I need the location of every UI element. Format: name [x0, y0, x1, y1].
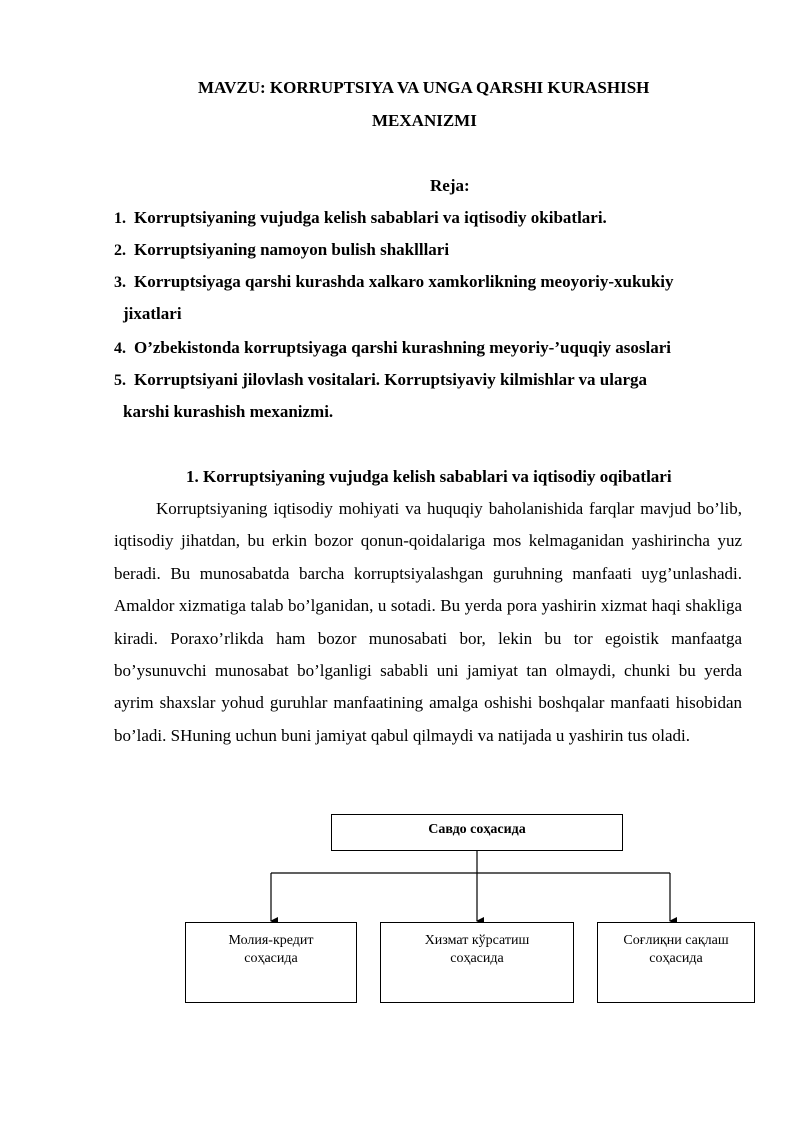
plan-item-number: 4. — [114, 340, 126, 357]
diagram-box-healthcare — [597, 922, 755, 1003]
plan-item-continuation: jixatlari — [123, 304, 182, 323]
plan-item-number: 3. — [114, 274, 126, 291]
plan-item-text: Korruptsiyaga qarshi kurashda xalkaro xamkorlikning meoyoriy-xukukiy — [134, 272, 674, 291]
diagram-box-label: соҳасида — [649, 951, 703, 966]
plan-heading: Reja: — [430, 176, 470, 195]
diagram-box-label: Савдо соҳасида — [428, 822, 526, 837]
document-title-line-1: MAVZU: KORRUPTSIYA VA UNGA QARSHI KURASHISH — [198, 78, 650, 97]
plan-item-number: 2. — [114, 242, 126, 259]
diagram-box-label: Соғлиқни сақлаш — [623, 933, 729, 948]
section-heading: 1. Korruptsiyaning vujudga kelish sabablari va iqtisodiy oqibatlari — [186, 467, 672, 486]
diagram-box-finance — [185, 922, 357, 1003]
document-title-line-2: MEXANIZMI — [372, 111, 477, 130]
plan-item-number: 5. — [114, 372, 126, 389]
diagram-box-services — [380, 922, 574, 1003]
plan-item-text: O’zbekistonda korruptsiyaga qarshi kurashning meyoriy-’uquqiy asoslari — [134, 338, 672, 357]
diagram-box-label: соҳасида — [450, 951, 504, 966]
body-paragraph: Korruptsiyaning iqtisodiy mohiyati va huquqiy baholanishida farqlar mavjud bo’lib, iqtisodiy jihatdan, bu erkin bozor qonun-qoidalariga mos kelmaganidan yashirincha yuz beradi. Bu munosabatda barcha korruptsiyalashgan guruhning manfaati uyg’unlashadi. Amaldor xizmatiga talab bo’lganidan, u sotadi. Bu yerda pora yashirin xizmat haqi shakliga kiradi. Poraxo’rlikda ham bozor munosabati bor, lekin bu tor egoistik manfaatga bo’ysunuvchi munosabat bo’lganligi sababli uni jamiyat tan olmaydi, chunki bu yerda ayrim shaxslar yohud guruhlar manfaatining amalga oshishi boshqalar manfaati hisobidan bo’ladi. SHuning uchun buni jamiyat qabul qilmaydi va natijada u yashirin tus oladi. — [114, 499, 742, 745]
diagram-box-trade — [331, 814, 623, 851]
plan-item-text: Korruptsiyaning namoyon bulish shaklllari — [134, 240, 450, 259]
diagram-box-label: соҳасида — [244, 951, 298, 966]
diagram-box-label: Хизмат кўрсатиш — [424, 933, 530, 948]
plan-item-text: Korruptsiyaning vujudga kelish sabablari va iqtisodiy okibatlari. — [134, 208, 607, 227]
plan-item-text: Korruptsiyani jilovlash vositalari. Korruptsiyaviy kilmishlar va ularga — [134, 370, 648, 389]
diagram-box-label: Молия-кредит — [228, 933, 314, 948]
plan-item-continuation: karshi kurashish mexanizmi. — [123, 402, 334, 421]
plan-item-number: 1. — [114, 210, 126, 227]
